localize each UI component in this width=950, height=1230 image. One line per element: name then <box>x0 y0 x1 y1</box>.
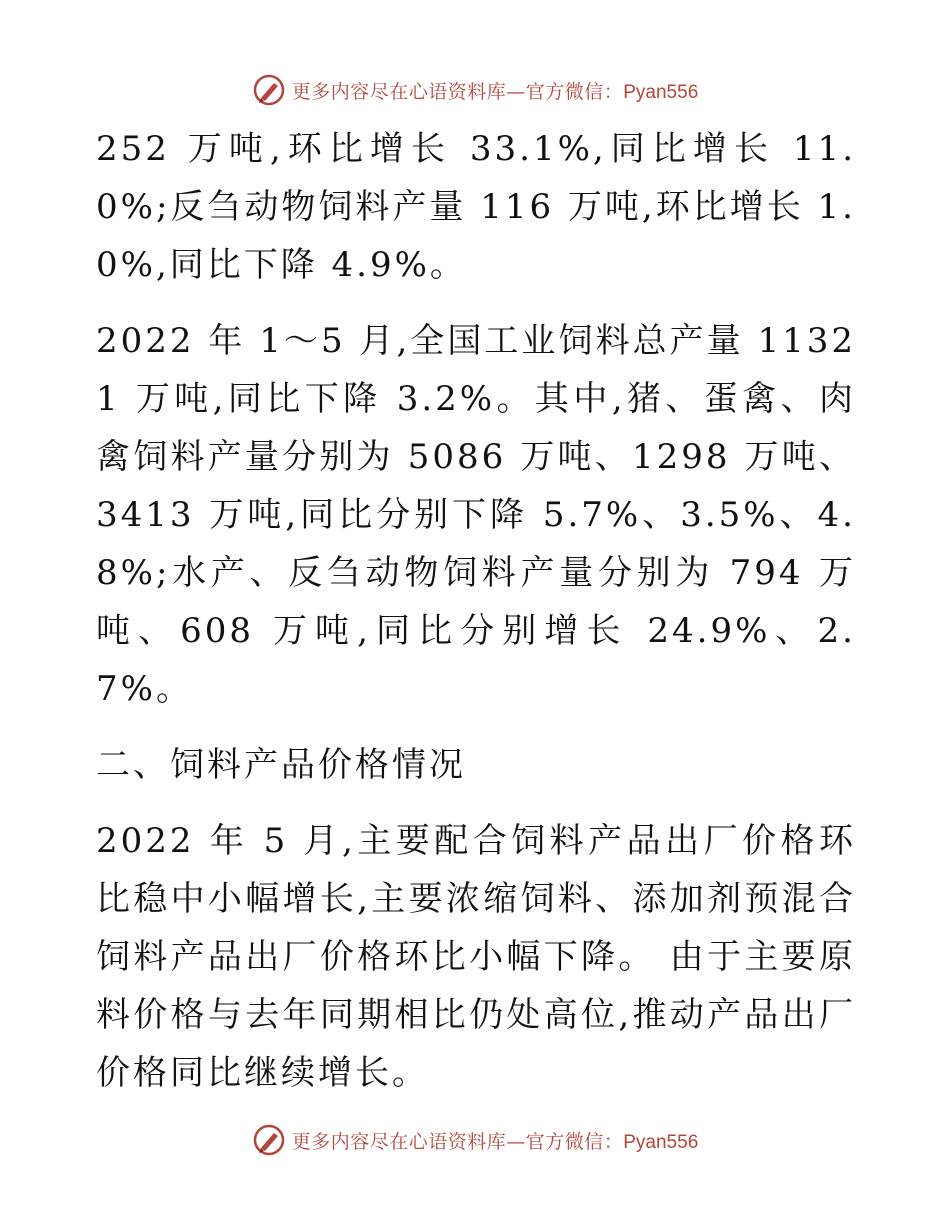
document-body <box>96 120 856 1120</box>
paragraph-may-prices: 2022 年 5 月,主要配合饲料产品出厂价格环比稳中小幅增长,主要浓缩饲料、添加剂预混合饲料产品出厂价格环比小幅下降。 由于主要原料价格与去年同期相比仍处高位,推动产品出厂价格同比继续增长。 <box>96 821 856 1093</box>
watermark-text: 更多内容尽在心语资料库—官方微信：Pyan556 <box>291 80 699 103</box>
footer-watermark <box>0 1120 950 1160</box>
section-heading-feed-prices: 二、饲料产品价格情况 <box>96 745 466 785</box>
watermark-text: 更多内容尽在心语资料库—官方微信：Pyan556 <box>291 1130 699 1153</box>
pen-logo-icon <box>252 73 286 107</box>
pen-logo-icon <box>252 1123 286 1157</box>
paragraph-jan-may-output: 2022 年 1～5 月,全国工业饲料总产量 11321 万吨,同比下降 3.2%。其中,猪、蛋禽、肉禽饲料产量分别为 5086 万吨、1298 万吨、3413 万吨,同比分别下降 5.7%、3.5%、4.8%;水产、反刍动物饲料产量分别为 794 万吨、608 万吨,同比分别增长 24.9%、2.7%。 <box>96 321 856 709</box>
paragraph-feed-output-continued: 252 万吨,环比增长 33.1%,同比增长 11.0%;反刍动物饲料产量 116 万吨,环比增长 1.0%,同比下降 4.9%。 <box>96 129 856 285</box>
header-watermark <box>0 70 950 110</box>
